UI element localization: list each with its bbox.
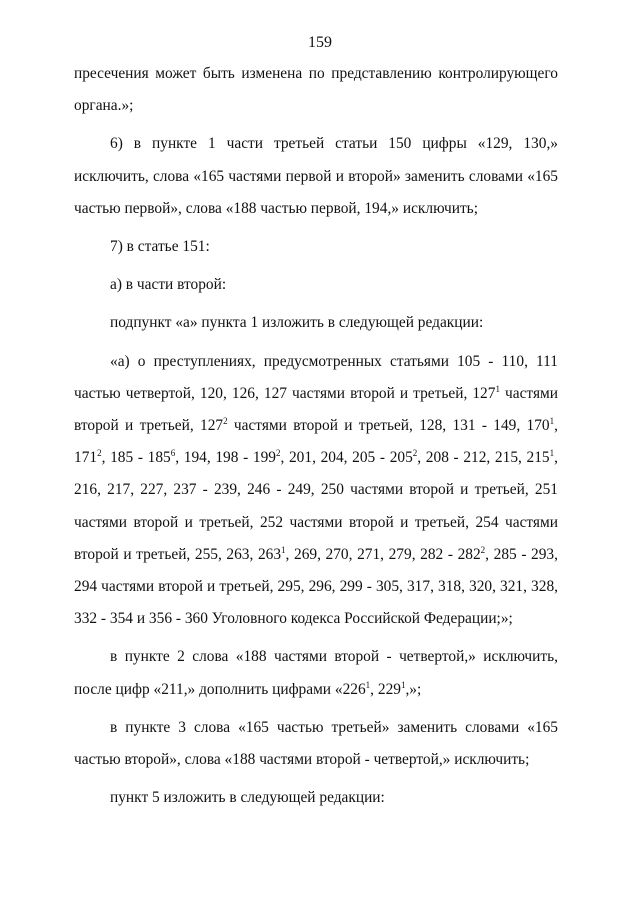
- paragraph-8: в пункте 3 слова «165 частью третьей» заменить словами «165 частью второй», слова «188 частями второй - четвертой,» исключить;: [74, 718, 558, 769]
- paragraph-4: а) в части второй:: [110, 276, 227, 294]
- paragraph-9: пункт 5 изложить в следующей редакции:: [110, 789, 385, 807]
- paragraph-5: подпункт «а» пункта 1 изложить в следующей редакции:: [110, 314, 484, 332]
- paragraph-3: 7) в статье 151:: [110, 238, 210, 256]
- paragraph-6: «а) о преступлениях, предусмотренных статьями 105 - 110, 111 частью четвертой, 120, 126, 127 частями второй и третьей, $127^1$ частями второй и третьей, $127^2$ частями второй и третьей, 128, 131 - 149, $170^1$, $171^2$, $185 - 185^6$, 194, $198 - 199^2$, 201, 204, $205 - 205^2$, 208 - 212, 215, $215^1$, 216, 217, 227, 237 - 239, 246 - 249, 250 частями второй и третьей, 251 частями второй и третьей, 252 частями второй и третьей, 254 частями второй и третьей, 255, 263, $263^1$, 269, 270, 271, 279, $282 - 282^2$, 285 - 293, 294 частями второй и третьей, 295, 296, 299 - 305, 317, 318, 320, 321, 328, 332 - 354 и 356 - 360 Уголовного кодекса Российской Федерации;»;: [74, 352, 559, 628]
- paragraph-7: в пункте 2 слова «188 частями второй - четвертой,» исключить, после цифр «211,» дополнить цифрами «$226^1$, $229^1$,»;: [74, 648, 558, 698]
- document-body: [74, 58, 558, 814]
- page-number: 159: [308, 34, 332, 51]
- paragraph-1: пресечения может быть изменена по представлению контролирующего органа.»;: [74, 65, 558, 115]
- paragraph-2: 6) в пункте 1 части третьей статьи 150 цифры «129, 130,» исключить, слова «165 частями первой и второй» заменить словами «165 частью первой», слова «188 частью первой, 194,» исключить;: [74, 135, 558, 217]
